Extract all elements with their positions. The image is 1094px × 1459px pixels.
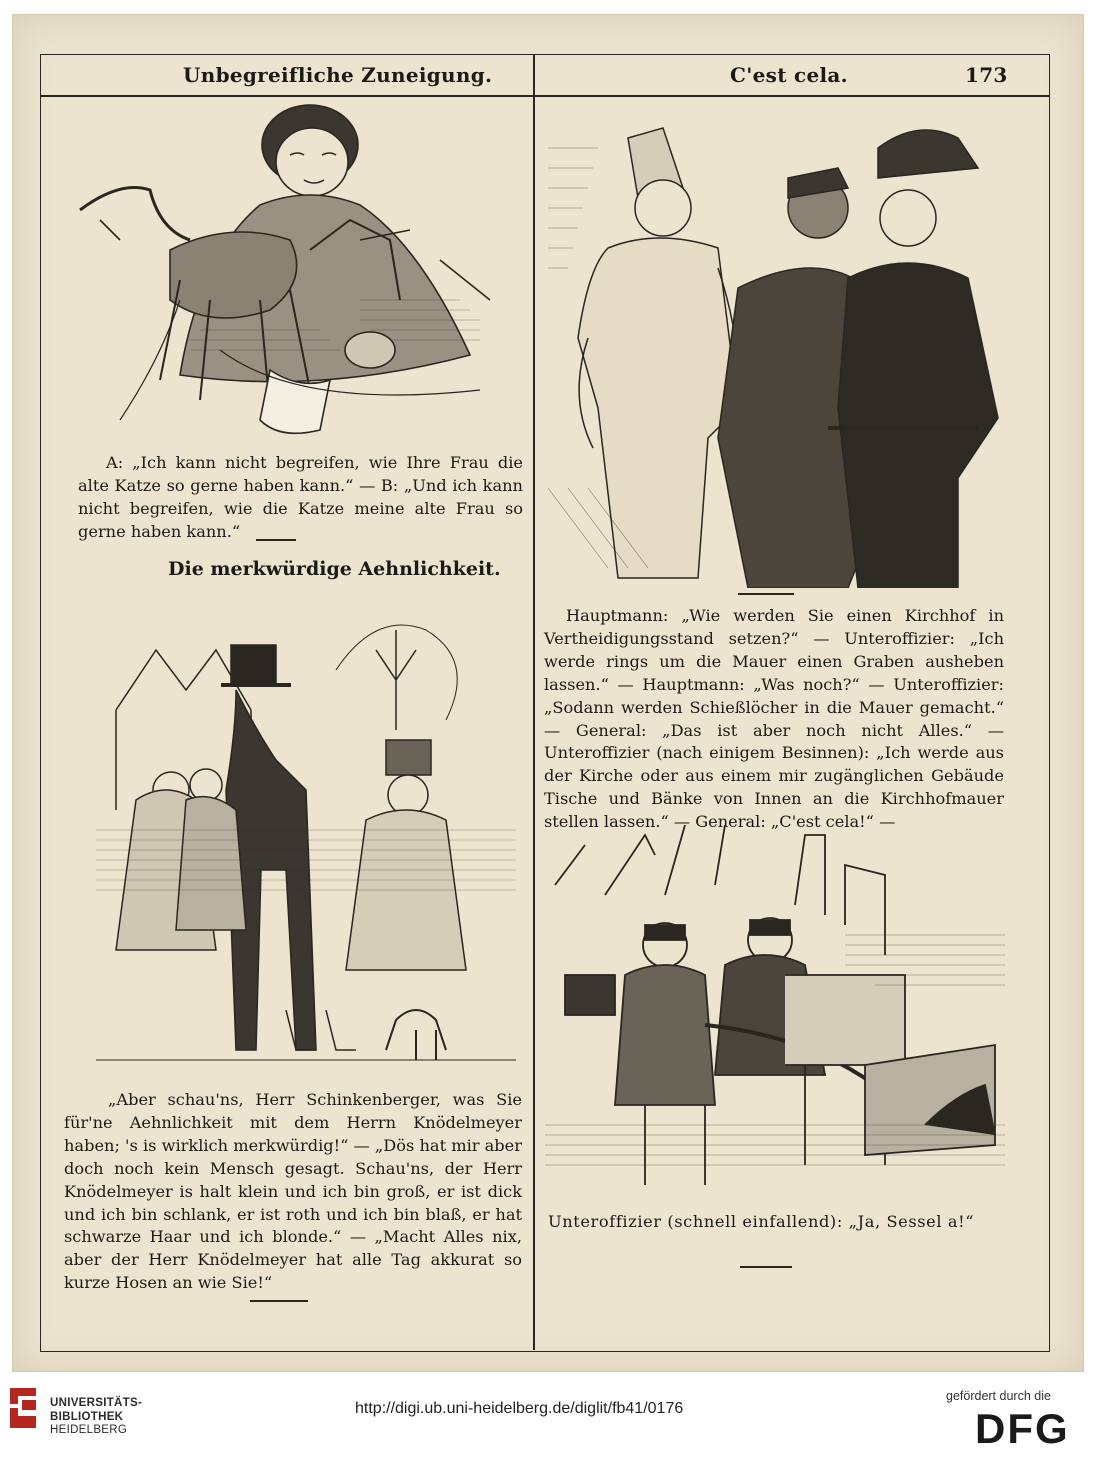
left-caption-1 — [78, 452, 523, 544]
illustration-officers — [548, 108, 1010, 588]
page-number: 173 — [965, 63, 1008, 87]
university-library-name — [50, 1397, 142, 1438]
illustration-woman-with-cat — [60, 100, 520, 445]
left-title-2: Die merkwürdige Aehnlichkeit. — [168, 558, 501, 580]
funding-caption: gefördert durch die — [946, 1389, 1051, 1403]
right-caption-1 — [544, 605, 1004, 834]
right-title: C'est cela. — [730, 63, 848, 87]
dfg-logo: DFG — [975, 1405, 1070, 1452]
left-caption-2-text: „Aber schau'ns, Herr Schinkenberger, was Sie für'ne Aehnlichkeit mit dem Herrn Knödelmeyer haben; 's is wirklich merkwürdig!“ — „Dös hat mir aber doch noch kein Mensch gesagt. Schau'ns, der Herr Knödelmeyer is halt klein und ich bin groß, er ist dick und ich bin schlank, er ist roth und ich bin blaß, er hat schwarze Haar und ich blonde.“ — „Macht Alles nix, aber der Herr Knödelmeyer hat alle Tag akkurat so kurze Hosen an wie Sie!“ — [64, 1090, 522, 1293]
source-url-link[interactable]: http://digi.ub.uni-heidelberg.de/diglit/fb41/0176 — [355, 1400, 684, 1417]
header-rule — [40, 95, 1050, 97]
right-caption-1-text: Hauptmann: „Wie werden Sie einen Kirchhof in Vertheidigungsstand setzen?“ — Unteroffizier: „Ich werde rings um die Mauer einen Graben ausheben lassen.“ — Hauptmann: „Was noch?“ — Unteroffizier: „Sodann werden Schießlöcher in die Mauer gemacht.“ — General: „Das ist aber noch nicht Alles.“ — Unteroffizier (nach einigem Besinnen): „Ich werde aus der Kirche oder aus einem mir zugänglichen Gebäude Tische und Bänke von Innen an die Kirchhofmauer stellen lassen.“ — General: „C'est cela!“ — — [544, 606, 1004, 832]
separator-rule-right-2 — [740, 1266, 792, 1268]
separator-rule-left — [250, 1300, 308, 1302]
left-caption-1-text: A: „Ich kann nicht begreifen, wie Ihre Frau die alte Katze so gerne haben kann.“ — B: „Und ich kann nicht begreifen, wie die Katze meine alte Frau so gerne haben kann.“ — [78, 453, 523, 541]
illustration-soldiers-chairs — [545, 825, 1005, 1200]
library-line-2: BIBLIOTHEK — [50, 1410, 124, 1423]
separator-rule-right — [738, 593, 794, 595]
right-caption-2-text: Unteroffizier (schnell einfallend): „Ja, Sessel a!“ — [548, 1212, 975, 1231]
university-library-logo-icon — [8, 1386, 38, 1430]
separator-rule — [256, 539, 296, 541]
right-caption-2 — [548, 1211, 1008, 1234]
library-line-3: HEIDELBERG — [50, 1424, 128, 1436]
column-divider — [533, 54, 535, 1350]
library-line-1: UNIVERSITÄTS- — [50, 1397, 143, 1409]
left-caption-2 — [64, 1089, 522, 1295]
left-title: Unbegreifliche Zuneigung. — [183, 63, 493, 87]
illustration-beer-garden — [96, 590, 516, 1085]
